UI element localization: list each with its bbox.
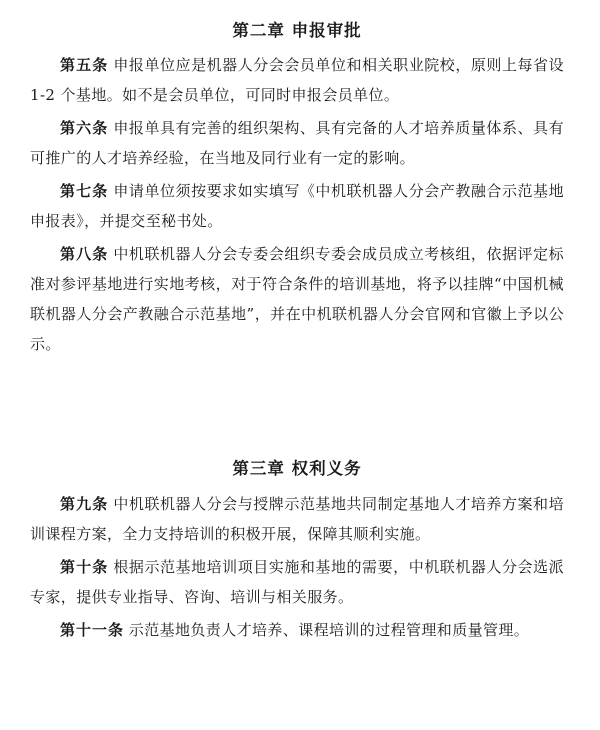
section-chapter-three [30, 448, 564, 645]
article-eleven-label: 第十一条 [60, 620, 125, 639]
article-nine-text: 中机联机器人分会与授牌示范基地共同制定基地人才培养方案和培训课程方案，全力支持培训的积极开展，保障其顺利实施。 [30, 494, 564, 543]
article-ten-text: 根据示范基地培训项目实施和基地的需要，中机联机器人分会选派专家，提供专业指导、咨询、培训与相关服务。 [30, 557, 564, 606]
article-nine-label: 第九条 [60, 494, 109, 513]
article-five-text: 申报单位应是机器人分会会员单位和相关职业院校，原则上每省设 1-2 个基地。如不是会员单位，可同时申报会员单位。 [30, 56, 564, 105]
article-eight-label: 第八条 [60, 245, 109, 264]
section-spacer [30, 360, 564, 448]
paragraph-article-nine [30, 487, 564, 550]
article-seven-text: 申请单位须按要求如实填写《中机联机器人分会产教融合示范基地申报表》，并提交至秘书处。 [30, 182, 564, 231]
paragraph-article-five [30, 48, 564, 111]
article-eight-text: 中机联机器人分会专委会组织专委会成员成立考核组，依据评定标准对参评基地进行实地考核，对于符合条件的培训基地，将予以挂牌“中国机械联机器人分会产教融合示范基地”，并在中机联机器人分会官网和官徽上予以公示。 [30, 245, 564, 354]
article-six-text: 申报单具有完善的组织架构、具有完备的人才培养质量体系、具有可推广的人才培养经验，在当地及同行业有一定的影响。 [30, 119, 564, 168]
article-seven-label: 第七条 [60, 182, 109, 201]
article-six-label: 第六条 [60, 119, 109, 138]
chapter-two-heading: 第二章 申报审批 [232, 21, 362, 40]
article-ten-label: 第十条 [60, 557, 109, 576]
paragraph-article-ten [30, 550, 564, 613]
paragraph-article-seven [30, 174, 564, 237]
chapter-three-heading: 第三章 权利义务 [232, 459, 362, 479]
paragraph-article-eight [30, 237, 564, 360]
paragraph-article-six [30, 111, 564, 174]
article-eleven-text: 示范基地负责人才培养、课程培训的过程管理和质量管理。 [128, 620, 530, 639]
paragraph-article-eleven [30, 613, 564, 646]
section-chapter-two [30, 10, 564, 360]
article-five-label: 第五条 [60, 56, 109, 75]
